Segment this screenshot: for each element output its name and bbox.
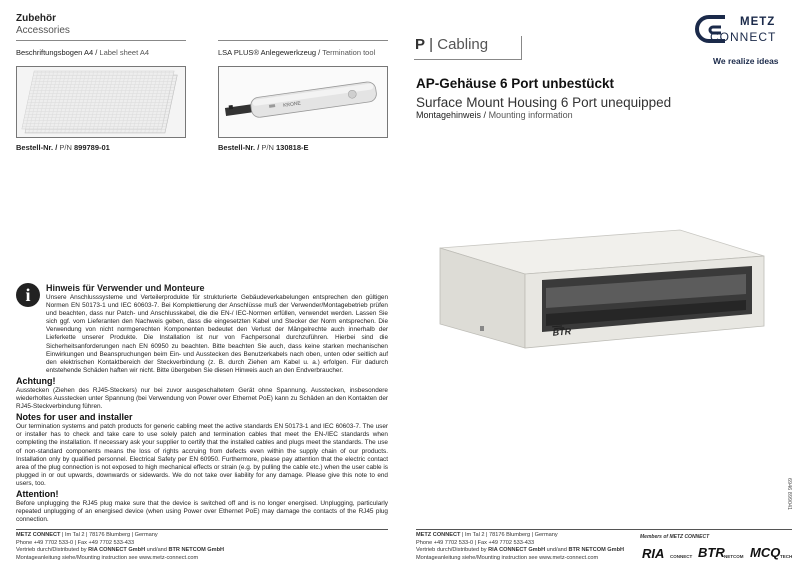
footer-company: METZ CONNECT (416, 532, 461, 538)
footer-mounting: Montageanleitung siehe/Mounting instruction see www.metz-connect.com (16, 554, 199, 561)
distrib-and: und/and (545, 547, 569, 554)
footer-phone: Phone +49 7702 533-0 | Fax +49 7702 533-433 (416, 539, 535, 546)
product-label: Beschriftungsbogen A4 / Label sheet A4 (16, 48, 150, 57)
accessories-title: Zubehör (16, 13, 56, 24)
order-number: Bestell-Nr. / P/N 899789-01 (16, 143, 110, 152)
document-code: 6946 899041 (786, 478, 792, 511)
footer-distribution (416, 547, 636, 555)
product-label-en: Label sheet A4 (99, 48, 150, 57)
accessories-subtitle: Accessories (16, 25, 70, 36)
housing-notch (480, 326, 484, 331)
ria-logo-sub: CONNECT (670, 554, 693, 559)
order-number: Bestell-Nr. / P/N 130818-E (218, 143, 309, 152)
divider (218, 40, 388, 41)
footer-right (416, 532, 636, 562)
section-letter: P (415, 36, 426, 53)
order-value: 899789-01 (73, 143, 110, 152)
distrib-prefix: Vertrieb durch/Distributed by (16, 547, 89, 554)
mounting-de: Montagehinweis (416, 110, 482, 120)
footer-address: | Im Tal 2 | 78176 Blumberg | Germany (60, 532, 158, 538)
mounting-en: Mounting information (488, 110, 573, 120)
ria-name: RIA CONNECT GmbH (88, 547, 146, 554)
footer-mounting: Montageanleitung siehe/Mounting instruction see www.metz-connect.com (416, 554, 599, 561)
attention-body: Before unplugging the RJ45 plug make sure that the device is switched off and is no longer energised. Unplugging, particularly repeated unplugging of an energised device (when using Power over Ethernet PoE) may damage the contacts of the RJ45 plug connection. (16, 499, 388, 524)
members-label: Members of METZ CONNECT (640, 534, 710, 540)
section-name: Cabling (437, 36, 489, 53)
achtung-body: Ausstecken (Ziehen des RJ45-Steckers) nur bei zuvor ausgeschaltetem Gerät ohne Spannung. Ausstecken, insbesondere wiederholtes Ausstecken unter Spannung (bei Verwendung von Power over Ethernet PoE) kann zu Schäden an den Kontakten der RJ45-Steckverbindung führen. (16, 386, 388, 411)
ria-logo: RIA (642, 546, 665, 561)
product-title-en: Surface Mount Housing 6 Port unequipped (416, 95, 672, 110)
termination-tool-image (218, 66, 388, 138)
brand-slogan: We realize ideas (713, 56, 779, 66)
btr-name: BTR NETCOM GmbH (168, 547, 225, 554)
order-value: 130818-E (275, 143, 309, 152)
footer-phone: Phone +49 7702 533-0 | Fax +49 7702 533-433 (16, 539, 135, 546)
notice-en-body: Our termination systems and patch products for generic cabling meet the active standards EN 50173-1 and IEC 60603-7. The user or installer has to check and take care to use solely patch and termination cables that meet the EN-/IEC standards when completing the installation. If necessary ask your supplier to certify that the installed cables and plugs meet the standards. The use of non-standard components means the loss of rights accruing from defects even within the supply chain of our products. Installation only by qualified personnel. Electrical Safety per EN 60950. Furthermore, please pay attention that the electric contact area of the plug connection is not exposed to high mechanical effects or strain (e.g. by pulling the cable etc.) when the user cable is plugged in or out upwards, downwards or sidewards. We do not take over liability for any damage. Please give this note to end users, too. (16, 423, 388, 487)
footer-address-line (416, 532, 636, 540)
footer-address-line (16, 532, 396, 540)
brand-connect: CONNECT (710, 30, 777, 44)
section-separator: | (425, 36, 438, 53)
footer-address: | Im Tal 2 | 78176 Blumberg | Germany (460, 532, 558, 538)
section-label (415, 36, 488, 53)
btr-logo: BTR (698, 545, 725, 560)
product-label: LSA PLUS® Anlegewerkzeug / Termination tool (218, 48, 376, 57)
order-label: Bestell-Nr. (218, 143, 256, 152)
product-label-de: LSA PLUS® Anlegewerkzeug (218, 48, 317, 57)
distrib-and: und/and (145, 547, 169, 554)
mcq-logo-sub: TECH (780, 554, 793, 559)
pn-label: P/N (59, 143, 72, 152)
footer-divider (416, 529, 792, 530)
notice-en-title: Notes for user and installer (16, 412, 133, 423)
notice-de-body: Unsere Anschlusssysteme und Verteilerprodukte für strukturierte Gebäudeverkabelungen entsprechen den gültigen Normen EN 50173-1 und IEC 60603-7. Bei Komplettierung der Anschlüsse muß der Verwender/Montagebetrieb prüfen und beachten, dass nur Patch- und Anschlusskabel, die die EN-/ IEC-Normen erfüllen, verwendet werden. Lassen Sie sich ggf. vom Lieferanten den Nachweis geben, dass die eingesetzten Kabel und Stecker der Norm entsprechen. Die Verwendung von nicht normgerechten Komponenten bedeutet den Verlust der Mängelrechte auch innerhalb der Lieferkette unserer Produkte. Die Installation ist nur von Fachpersonal durchzuführen. Hierbei sind die Sicherheitsanforderungen nach EN 60950 zu beachten. Bitte beachten Sie auch, dass keine starken mechanischen Einwirkungen und Beanspruchungen beim Ein- und Ausstecken des Benutzerkabels nach oben, unten oder seitlich auf den elektrischen Kontaktbereich der Steckverbindung (z. B. durch Ziehen am Kabel u. a.) erfolgen. Für dadurch entstehende Schäden haften wir nicht. Bitte übergeben Sie diesen Hinweis auch an den Endverbraucher. (46, 294, 388, 374)
footer-distribution (16, 547, 396, 555)
tool-brand: KRONE (282, 100, 302, 109)
pn-label: P/N (261, 143, 274, 152)
label-sheet-image (16, 66, 186, 138)
notices-section (16, 283, 388, 524)
footer-divider (16, 529, 388, 530)
mounting-info: Montagehinweis / Mounting information (416, 110, 573, 120)
info-glyph: i (25, 285, 31, 305)
btr-logo-sub: NETCOM (724, 554, 744, 559)
attention-title: Attention! (16, 488, 59, 499)
achtung-title: Achtung! (16, 375, 56, 386)
product-label-de: Beschriftungsbogen A4 (16, 48, 94, 57)
label-sheet-illustration (17, 67, 187, 139)
btr-badge (552, 325, 572, 338)
brand-metz: METZ (740, 16, 776, 28)
divider (16, 40, 186, 41)
footer-company: METZ CONNECT (16, 532, 61, 538)
product-label-en: Termination tool (322, 48, 376, 57)
distrib-prefix: Vertrieb durch/Distributed by (416, 547, 489, 554)
product-title-de: AP-Gehäuse 6 Port unbestückt (416, 76, 615, 91)
mcq-logo: MCQ (750, 545, 781, 560)
termination-tool-illustration (219, 67, 389, 139)
notice-de-title: Hinweis für Verwender und Monteure (46, 283, 205, 293)
footer-left (16, 532, 396, 562)
btr-badge-text: BTR (552, 326, 572, 338)
member-logos (640, 544, 798, 564)
btr-name: BTR NETCOM GmbH (568, 547, 625, 554)
housing-image (430, 228, 770, 358)
ria-name: RIA CONNECT GmbH (488, 547, 546, 554)
order-label: Bestell-Nr. (16, 143, 54, 152)
